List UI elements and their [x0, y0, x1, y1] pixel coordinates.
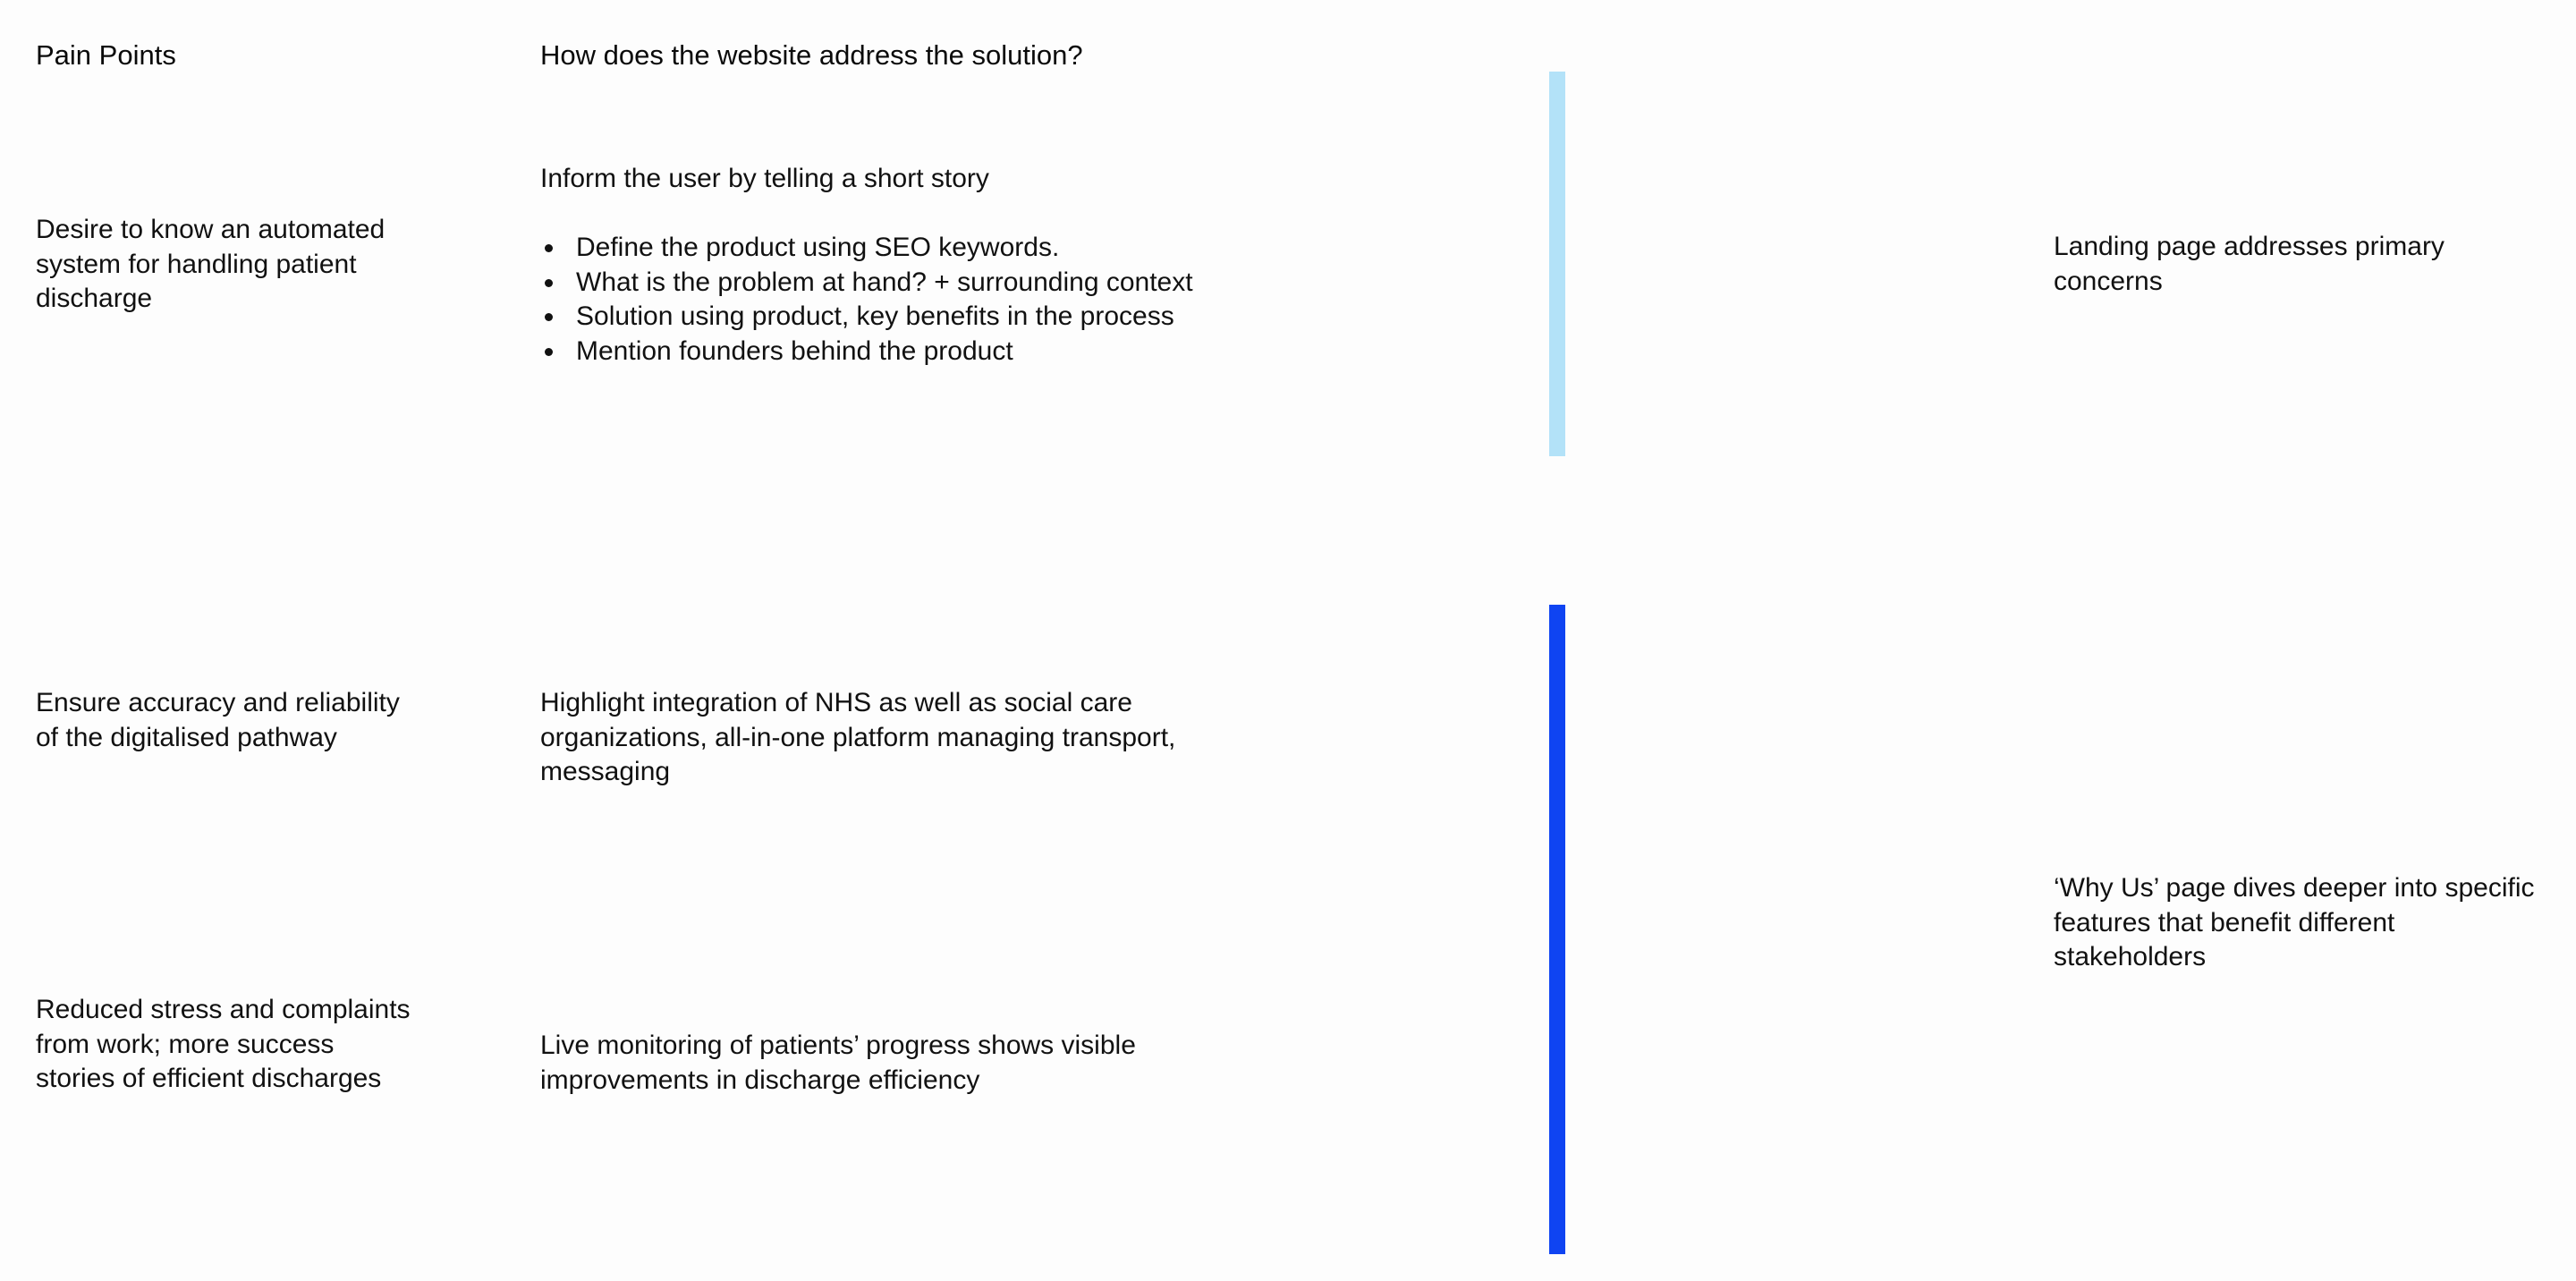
- solution-nhs-integration: Highlight integration of NHS as well as social care organizations, all-in-one platform managing transport, messaging: [540, 688, 1176, 786]
- solution-intro: Inform the user by telling a short story: [540, 164, 989, 193]
- pain-point-accuracy: Ensure accuracy and reliability of the digitalised pathway: [36, 688, 400, 752]
- pain-point-automated-discharge: Desire to know an automated system for handling patient discharge: [36, 215, 386, 313]
- bullet-text: Solution using product, key benefits in the process: [576, 301, 1174, 331]
- why-us-page-note: ‘Why Us’ page dives deeper into specific features that benefit different stakeholders: [2054, 873, 2535, 971]
- bullet-text: Define the product using SEO keywords.: [576, 233, 1060, 262]
- pain-points-header: Pain Points: [36, 39, 176, 71]
- bullet-dot: [545, 244, 553, 252]
- bullet-item: [540, 266, 1345, 301]
- bullet-item: [540, 231, 1345, 266]
- bullet-dot: [545, 348, 553, 356]
- bullet-text: Mention founders behind the product: [576, 335, 1013, 366]
- bullet-text: What is the problem at hand? + surrounding context: [576, 267, 1193, 297]
- solution-bullet-list: [540, 231, 1345, 369]
- section-bar-light: [1549, 72, 1565, 456]
- bullet-item: [540, 335, 1345, 369]
- pain-point-reduced-stress: Reduced stress and complaints from work; more success stories of efficient discharges: [36, 995, 411, 1093]
- landing-page-note: Landing page addresses primary concerns: [2054, 232, 2445, 296]
- section-bar-dark: [1549, 605, 1565, 1254]
- bullet-item: [540, 300, 1345, 335]
- solution-header: How does the website address the solution?: [540, 39, 1083, 71]
- bullet-dot: [545, 279, 553, 287]
- bullet-dot: [545, 313, 553, 321]
- solution-live-monitoring: Live monitoring of patients’ progress shows visible improvements in discharge efficiency: [540, 1031, 1136, 1095]
